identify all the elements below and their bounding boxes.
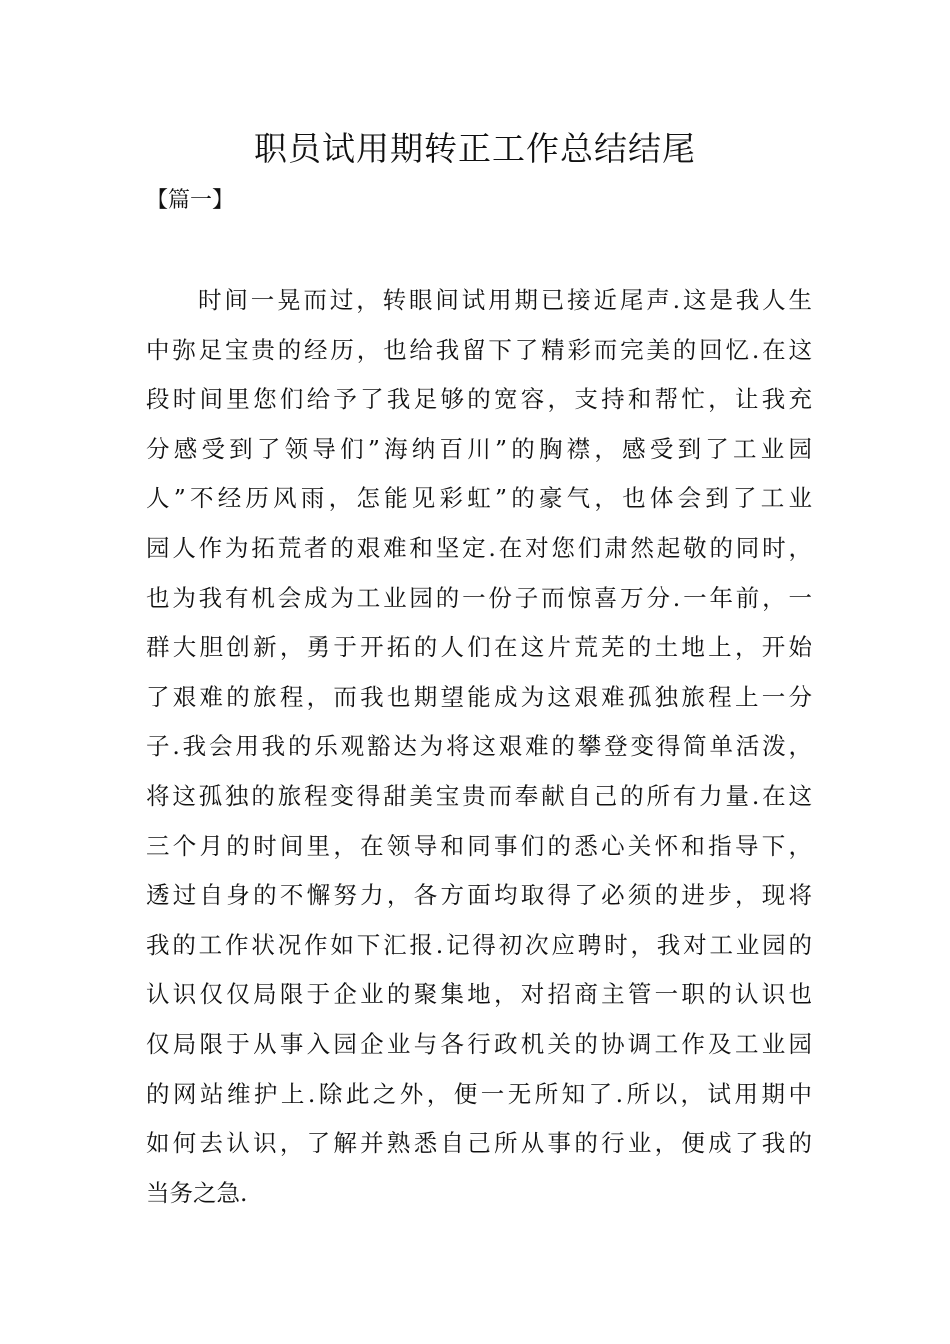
paragraph-line: 当务之急. [146,1178,248,1207]
paragraph-line: 园人作为拓荒者的艰难和坚定.在对您们肃然起敬的同时， [146,533,812,562]
paragraph-line: 人”不经历风雨，怎能见彩虹”的豪气，也体会到了工业 [146,484,812,513]
section-label: 【篇一】 [146,188,235,213]
paragraph-line: 段时间里您们给予了我足够的宽容，支持和帮忙，让我充 [146,385,812,414]
paragraph-line: 透过自身的不懈努力，各方面均取得了必须的进步，现将 [146,881,812,910]
paragraph-line: 我的工作状况作如下汇报.记得初次应聘时，我对工业园的 [146,930,812,959]
paragraph-line: 如何去认识，了解并熟悉自己所从事的行业，便成了我的 [146,1129,812,1158]
paragraph-line: 了艰难的旅程，而我也期望能成为这艰难孤独旅程上一分 [146,682,812,711]
paragraph-line: 子.我会用我的乐观豁达为将这艰难的攀登变得简单活泼， [146,732,812,761]
body-paragraph [146,276,812,1218]
paragraph-line: 时间一晃而过，转眼间试用期已接近尾声.这是我人生 [198,286,812,314]
paragraph-line: 认识仅仅局限于企业的聚集地，对招商主管一职的认识也 [146,980,812,1009]
document-title: 职员试用期转正工作总结结尾 [254,129,696,168]
paragraph-line: 群大胆创新，勇于开拓的人们在这片荒芜的土地上，开始 [146,633,812,662]
paragraph-line: 将这孤独的旅程变得甜美宝贵而奉献自己的所有力量.在这 [146,781,812,810]
paragraph-line: 的网站维护上.除此之外，便一无所知了.所以，试用期中 [146,1079,812,1108]
paragraph-line: 中弥足宝贵的经历，也给我留下了精彩而完美的回忆.在这 [146,335,812,364]
paragraph-line: 仅局限于从事入园企业与各行政机关的协调工作及工业园 [146,1029,812,1058]
paragraph-line: 三个月的时间里，在领导和同事们的悉心关怀和指导下， [146,831,812,860]
paragraph-line: 也为我有机会成为工业园的一份子而惊喜万分.一年前，一 [146,583,812,612]
paragraph-line: 分感受到了领导们”海纳百川”的胸襟，感受到了工业园 [146,434,812,463]
